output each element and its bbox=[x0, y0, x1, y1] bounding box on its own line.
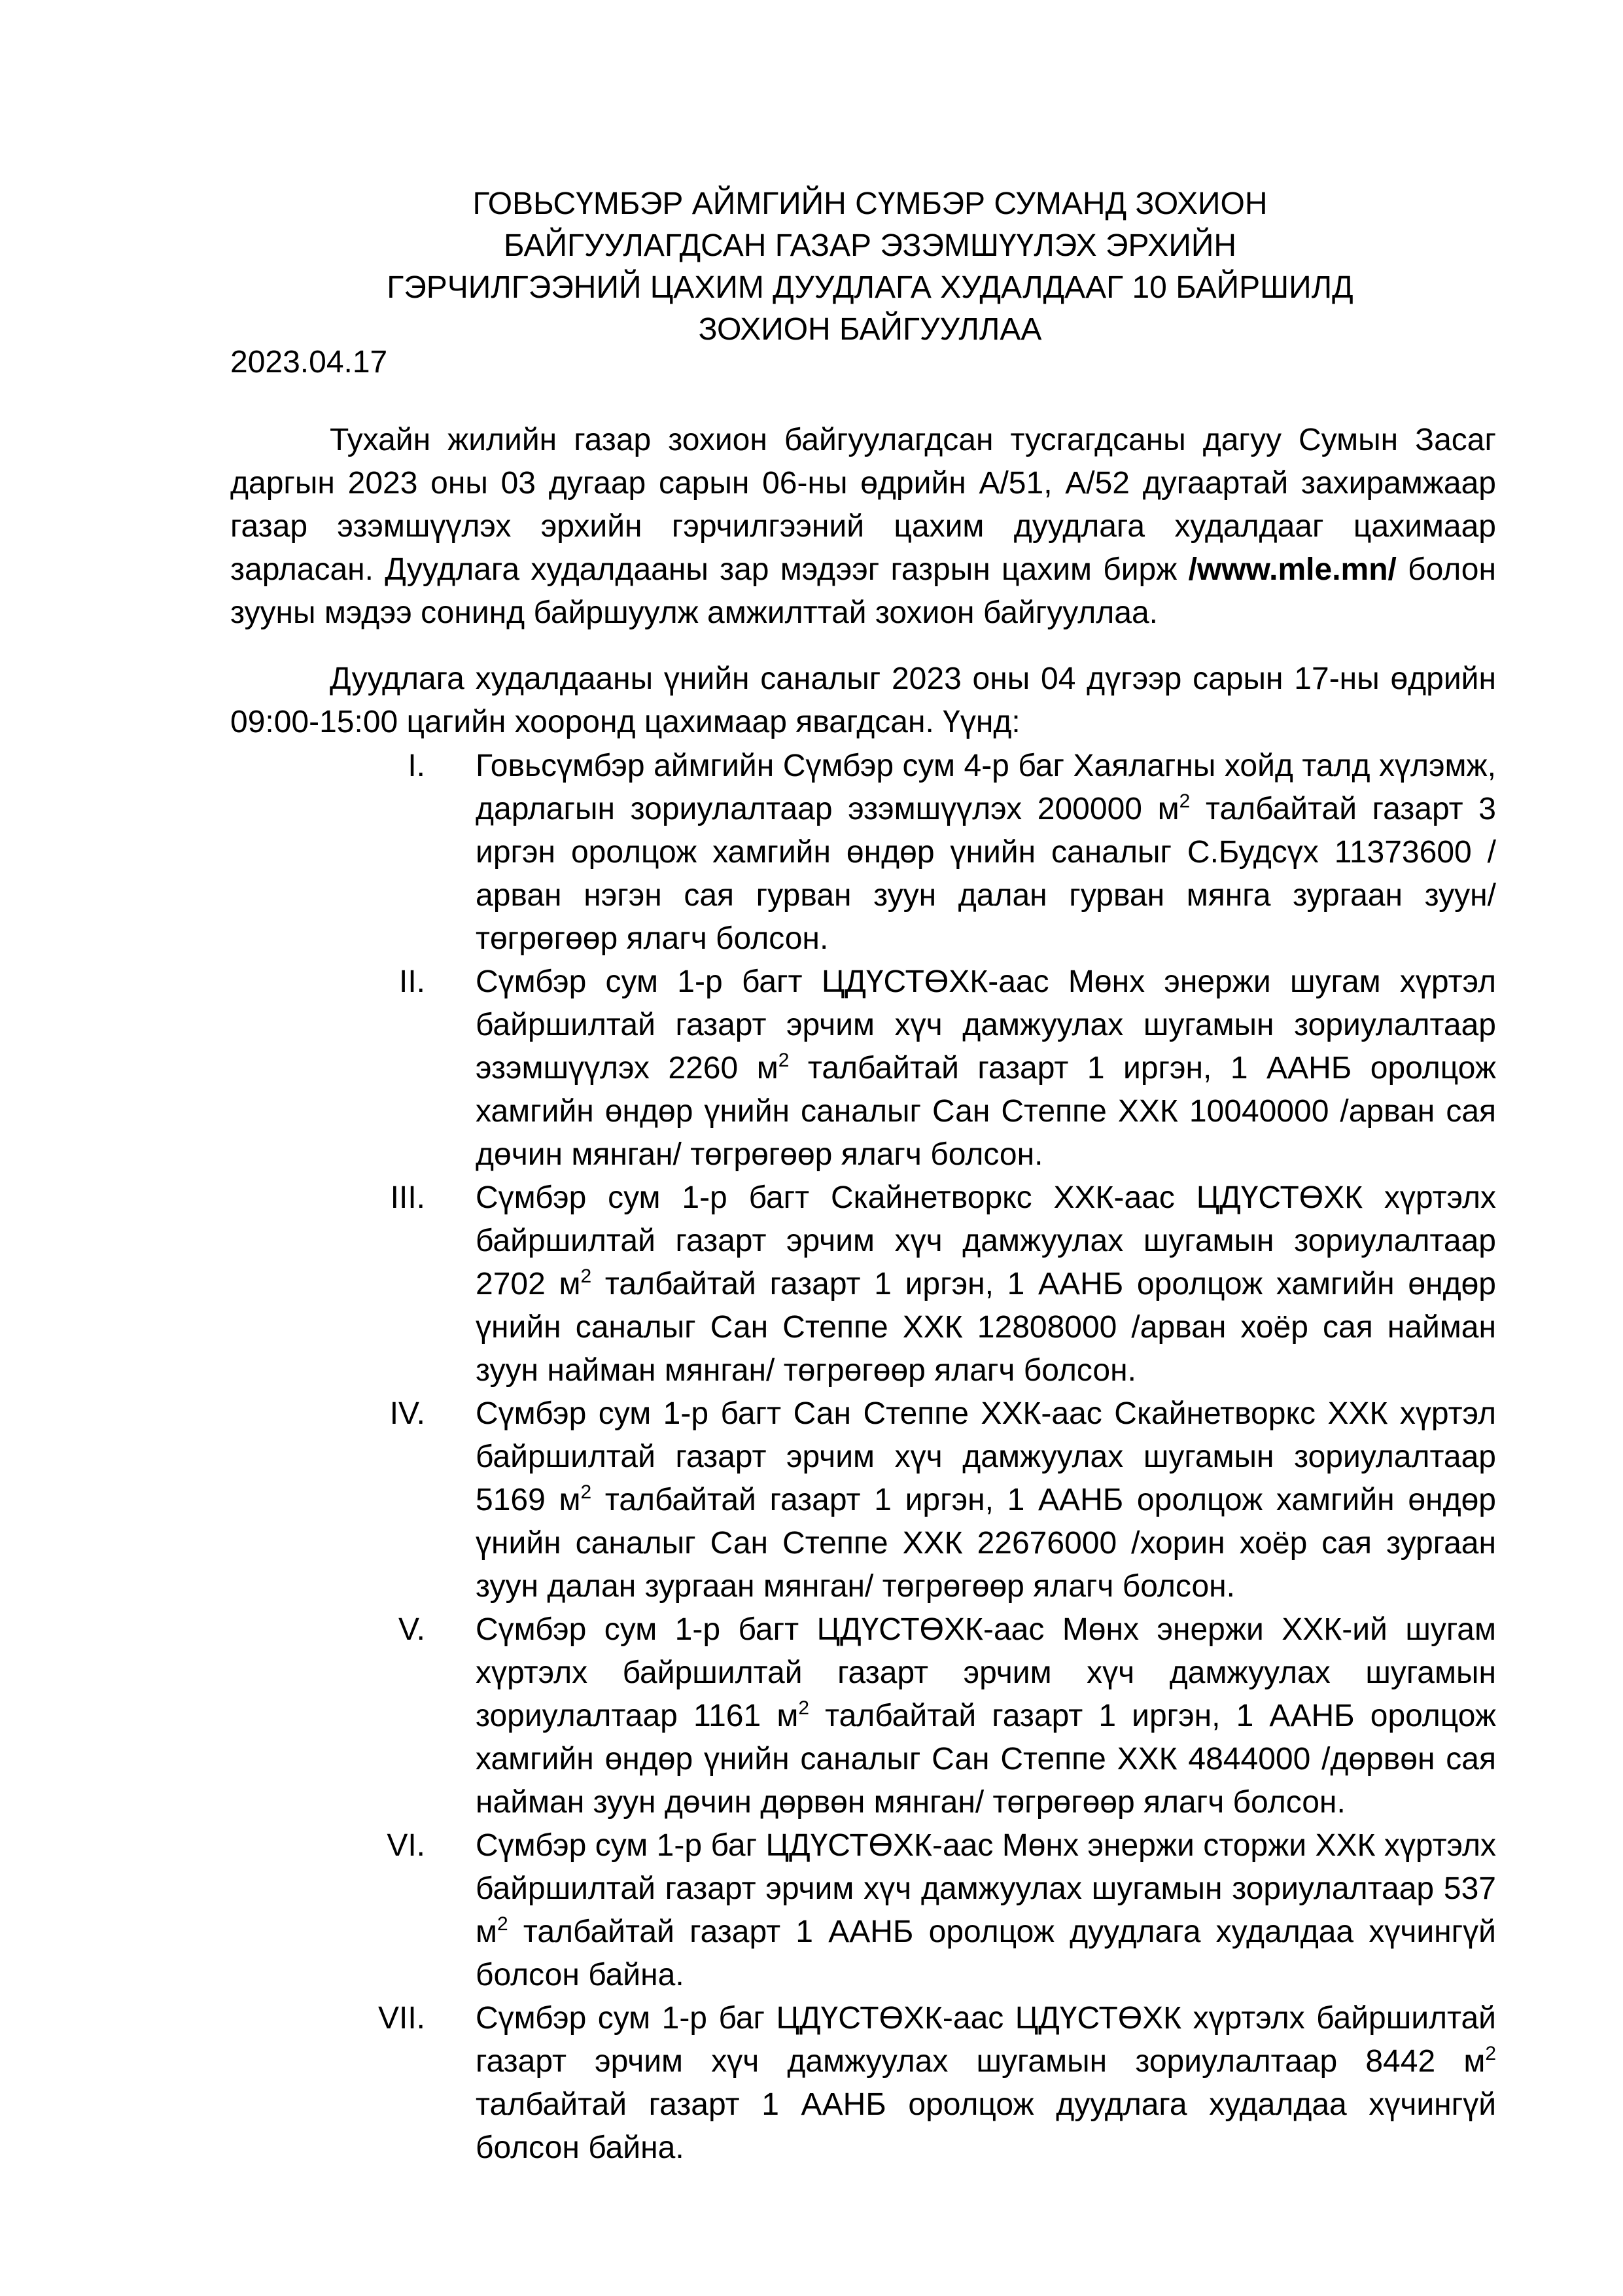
title-line-3: ГЭРЧИЛГЭЭНИЙ ЦАХИМ ДУУДЛАГА ХУДАЛДААГ 10 БАЙРШИЛД bbox=[387, 270, 1353, 305]
area-unit: м bbox=[1157, 792, 1179, 826]
list-item bbox=[366, 1392, 1496, 1608]
item-number: VII. bbox=[377, 2001, 425, 2036]
area-unit-power: 2 bbox=[580, 1481, 592, 1503]
intro-text: Тухайн жилийн газар зохион байгуулагдсан тусгагдсаны дагуу Сумын Засаг даргын 2023 оны 03 дугаар сарын 06-ны өдрийн А/51, А/52 дугаартай захирамжаар газар эзэмшүүлэх эрхийн гэрчилгээний цахим дуудлага худалдааг цахимаар зарласан. Дуудлага худалдааны зар мэдээг газрын цахим бирж bbox=[230, 423, 1496, 587]
area-unit-power: 2 bbox=[497, 1913, 508, 1935]
item-text-end: талбайтай газарт 1 иргэн, 1 ААНБ оролцож хамгийн өндөр үнийн саналыг Сан Степпе ХХК 4844000 /дөрвөн сая найман зуун дөчин дөрвөн мянган/ төгрөгөөр ялагч болсон. bbox=[476, 1699, 1497, 1820]
area-unit-power: 2 bbox=[798, 1697, 810, 1719]
intro-text-end: болон зууны мэдээ сонинд байршуулж амжилттай зохион байгууллаа. bbox=[230, 552, 1496, 630]
document-title bbox=[236, 183, 1505, 351]
list-item bbox=[366, 961, 1496, 1176]
item-text: Сүмбэр сум 1-р баг ЦДҮСТӨХК-аас Мөнх энержи сторжи ХХК хүртэлх байршилтай газарт эрчим хүч дамжуулах шугамын зориулалтаар 537 bbox=[476, 1828, 1496, 1906]
item-text: Сүмбэр сум 1-р багт Скайнетворкс ХХК-аас ЦДҮСТӨХК хүртэлх байршилтай газарт эрчим хүч дамжуулах шугамын зориулалтаар 2702 bbox=[476, 1180, 1496, 1301]
item-text: Сүмбэр сум 1-р багт ЦДҮСТӨХК-аас Мөнх энержи ХХК-ий шугам хүртэлх байршилтай газарт эрчим хүч дамжуулах шугамын зориулалтаар 1161 bbox=[476, 1612, 1496, 1733]
area-unit: м bbox=[559, 1483, 581, 1517]
list-item bbox=[366, 1176, 1496, 1392]
item-text-end: талбайтай газарт 1 ААНБ оролцож дуудлага худалдаа хүчингүй болсон байна. bbox=[476, 1915, 1496, 1992]
item-number: II. bbox=[398, 964, 425, 999]
item-number: I. bbox=[408, 749, 425, 783]
title-line-2: БАЙГУУЛАГДСАН ГАЗАР ЭЗЭМШҮҮЛЭХ ЭРХИЙН bbox=[504, 228, 1236, 263]
area-unit: м bbox=[559, 1267, 581, 1301]
list-item bbox=[366, 1824, 1496, 1997]
title-line-1: ГОВЬСҮМБЭР АЙМГИЙН СҮМБЭР СУМАНД ЗОХИОН bbox=[472, 186, 1268, 221]
item-text-end: талбайтай газарт 1 иргэн, 1 ААНБ оролцож хамгийн өндөр үнийн саналыг Сан Степпе ХХК 22676000 /хорин хоёр сая зургаан зуун далан зургаан мянган/ төгрөгөөр ялагч болсон. bbox=[476, 1483, 1496, 1604]
area-unit: м bbox=[756, 1051, 778, 1086]
item-number: VI. bbox=[387, 1828, 425, 1863]
item-text-end: талбайтай газарт 3 иргэн оролцож хамгийн өндөр үнийн саналыг С.Будсүх 11373600 /арван нэгэн сая гурван зуун далан гурван мянга зургаан зуун/ төгрөгөөр ялагч болсон. bbox=[476, 792, 1496, 956]
area-unit: м bbox=[476, 1915, 497, 1949]
area-unit-power: 2 bbox=[1485, 2043, 1496, 2064]
area-unit-power: 2 bbox=[778, 1050, 790, 1071]
title-line-4: ЗОХИОН БАЙГУУЛЛАА bbox=[698, 312, 1042, 347]
item-number: IV. bbox=[389, 1396, 425, 1431]
list-item bbox=[366, 745, 1496, 961]
item-text-end: талбайтай газарт 1 иргэн, 1 ААНБ оролцож хамгийн өндөр үнийн саналыг Сан Степпе ХХК 10040000 /арван сая дөчин мянган/ төгрөгөөр ялагч болсон. bbox=[476, 1051, 1497, 1172]
item-text: Сүмбэр сум 1-р багт ЦДҮСТӨХК-аас Мөнх энержи шугам хүртэл байршилтай газарт эрчим хүч дамжуулах шугамын зориулалтаар эзэмшүүлэх 2260 bbox=[476, 964, 1496, 1086]
item-text: Сүмбэр сум 1-р багт Сан Степпе ХХК-аас Скайнетворкс ХХК хүртэл байршилтай газарт эрчим хүч дамжуулах шугамын зориулалтаар 5169 bbox=[476, 1396, 1496, 1517]
auction-results-list bbox=[366, 745, 1496, 2170]
area-unit: м bbox=[777, 1699, 799, 1733]
document-date: 2023.04.17 bbox=[230, 345, 388, 380]
auction-paragraph bbox=[230, 658, 1496, 744]
area-unit-power: 2 bbox=[1179, 790, 1191, 812]
intro-paragraph bbox=[230, 419, 1496, 635]
list-item bbox=[366, 1997, 1496, 2170]
area-unit-power: 2 bbox=[580, 1265, 592, 1287]
area-unit: м bbox=[1463, 2044, 1486, 2079]
item-text-end: талбайтай газарт 1 ААНБ оролцож дуудлага худалдаа хүчингүй болсон байна. bbox=[476, 2087, 1496, 2165]
website-link: /www.mle.mn/ bbox=[1188, 552, 1397, 587]
item-number: V. bbox=[398, 1612, 425, 1647]
list-item bbox=[366, 1608, 1496, 1824]
item-text: Сүмбэр сум 1-р баг ЦДҮСТӨХК-аас ЦДҮСТӨХК хүртэлх байршилтай газарт эрчим хүч дамжуулах шугамын зориулалтаар 8442 bbox=[476, 2001, 1496, 2079]
item-text: Говьсүмбэр аймгийн Сүмбэр сум 4-р баг Хаялагны хойд талд хүлэмж, дарлагын зориулалтаар эзэмшүүлэх 200000 bbox=[476, 749, 1496, 826]
item-text-end: талбайтай газарт 1 иргэн, 1 ААНБ оролцож хамгийн өндөр үнийн саналыг Сан Степпе ХХК 12808000 /арван хоёр сая найман зуун найман мянган/ төгрөгөөр ялагч болсон. bbox=[476, 1267, 1496, 1388]
item-number: III. bbox=[390, 1180, 425, 1215]
auction-text: Дуудлага худалдааны үнийн саналыг 2023 оны 04 дүгээр сарын 17-ны өдрийн 09:00-15:00 цагийн хооронд цахимаар явагдсан. Үүнд: bbox=[230, 662, 1496, 739]
